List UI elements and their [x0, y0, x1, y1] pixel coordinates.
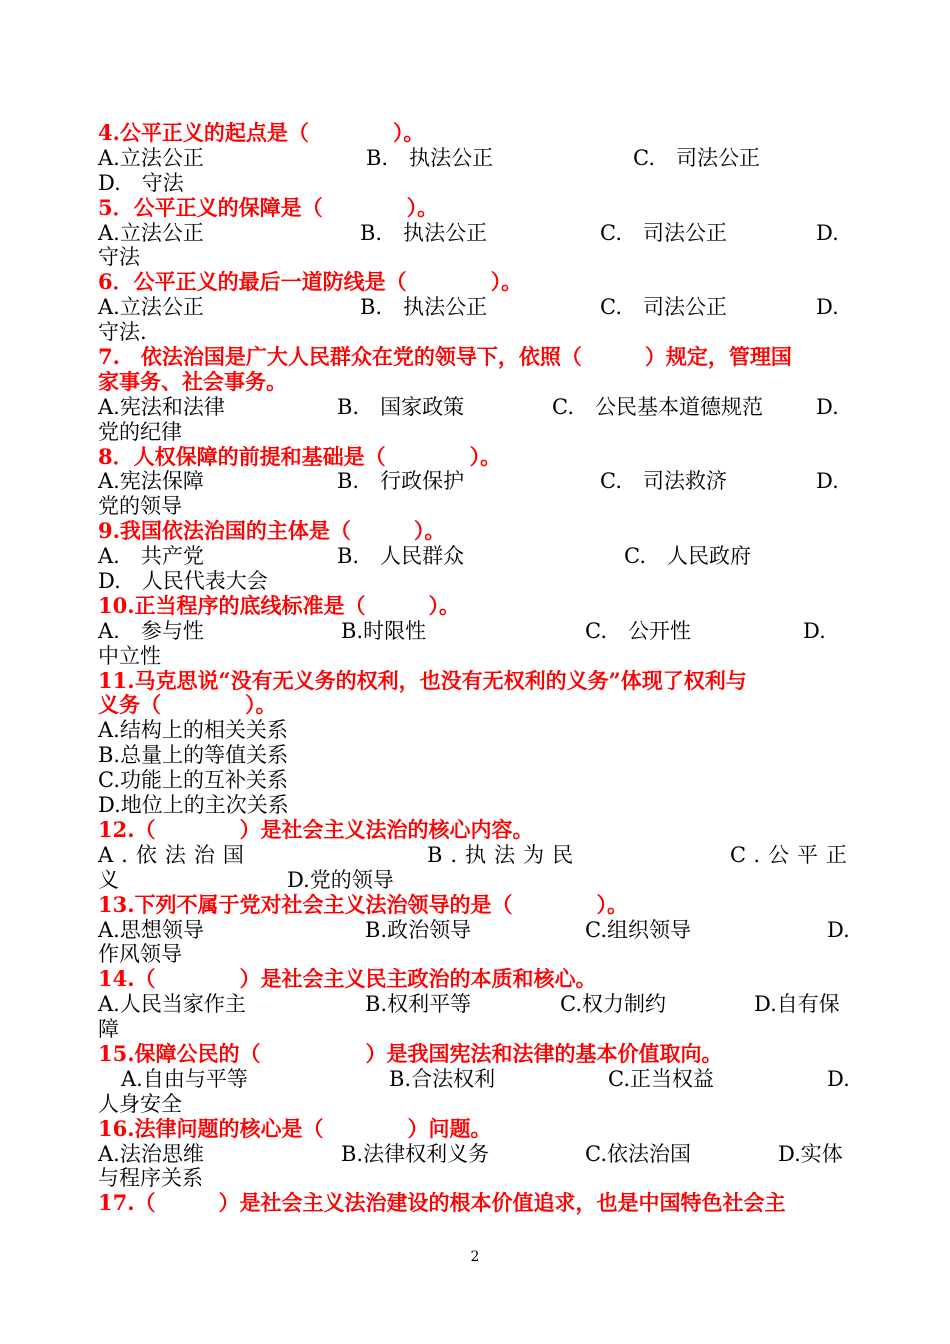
option-row [98, 868, 854, 893]
question-stem-continued: 家事务、社会事务。 [98, 368, 287, 394]
option-d: D. 人民代表大会 [98, 569, 268, 594]
page-number: 2 [470, 1249, 480, 1265]
option-a: A. 参与性 [98, 618, 204, 643]
question-stem: 6．公平正义的最后一道防线是（ ）。 [98, 269, 523, 295]
question-stem: 8．人权保障的前提和基础是（ ）。 [98, 443, 502, 469]
question-stem: 9.我国依法治国的主体是（ ）。 [98, 518, 446, 544]
option-b: B.政治领导 [365, 917, 472, 942]
option-row [98, 992, 854, 1017]
option-a: A. 共产党 [98, 544, 204, 569]
option-row [98, 1067, 854, 1092]
option-c: C. 司法救济 [600, 469, 727, 494]
option-d: D. [816, 295, 839, 320]
option-c: C.权力制约 [560, 992, 666, 1017]
option-row [98, 146, 854, 171]
question-stem: 11.马克思说“没有无义务的权利，也没有无权利的义务”体现了权利与 [98, 667, 747, 693]
option-a: A.立法公正 [98, 295, 204, 320]
option-d: D. [827, 1066, 850, 1091]
option-c: C. 司法公正 [600, 295, 727, 320]
option-c: C.正当权益 [608, 1066, 714, 1091]
option-d: D. [816, 220, 839, 245]
question-stem: 17.（ ）是社会主义法治建设的根本价值追求，也是中国特色社会主 [98, 1190, 786, 1216]
option-c: C.组织领导 [585, 917, 691, 942]
option-d-continued: 中立性 [98, 643, 161, 668]
option-row [98, 544, 854, 569]
option-d: D. [827, 917, 850, 942]
option-c: C. 人民政府 [624, 544, 751, 569]
option-d: D.实体 [778, 1141, 843, 1166]
option-a: A.宪法和法律 [98, 394, 225, 419]
question-stem: 15.保障公民的（ ）是我国宪法和法律的基本价值取向。 [98, 1040, 723, 1066]
option-d: D.党的领导 [287, 867, 394, 892]
option-d-continued: 守法. [98, 320, 147, 345]
option-b: B.法律权利义务 [341, 1141, 490, 1166]
option-a: A.立法公正 [98, 220, 204, 245]
option-b: B. 执法公正 [360, 295, 488, 320]
option-b: B. 执法公正 [366, 145, 494, 170]
question-stem-continued: 义务（ ）。 [98, 692, 277, 718]
question-stem: 5．公平正义的保障是（ ）。 [98, 194, 439, 220]
option-c: C. 司法公正 [600, 220, 727, 245]
option-a: A.自由与平等 [121, 1066, 248, 1091]
option-c: C.公平正 [730, 842, 855, 867]
option-a: A.人民当家作主 [98, 992, 246, 1017]
question-stem: 10.正当程序的底线标准是（ ）。 [98, 592, 461, 618]
option-d: D.自有保 [754, 992, 840, 1017]
option-a: A.思想领导 [98, 917, 204, 942]
option-a: A.依法治国 [98, 842, 252, 867]
option-d-continued: 与程序关系 [98, 1166, 203, 1191]
option-row [98, 918, 854, 943]
option-a: A.立法公正 [98, 145, 204, 170]
option-c: C.依法治国 [585, 1141, 691, 1166]
question-stem: 14.（ ）是社会主义民主政治的本质和核心。 [98, 966, 597, 992]
option-row [98, 619, 854, 644]
option-row [98, 1142, 854, 1167]
option-d: D. [816, 469, 839, 494]
question-stem: 16.法律问题的核心是（ ）问题。 [98, 1115, 492, 1141]
option-a: A.结构上的相关关系 [98, 718, 288, 743]
option-b: B.权利平等 [365, 992, 472, 1017]
option-b: B.时限性 [341, 618, 427, 643]
option-d: D. [803, 618, 826, 643]
option-a: A.宪法保障 [98, 469, 204, 494]
option-c: C. 公开性 [585, 618, 691, 643]
option-c-continued: 义 [98, 867, 119, 892]
question-stem: 13.下列不属于党对社会主义法治领导的是（ ）。 [98, 891, 629, 917]
option-b: B. 国家政策 [337, 394, 465, 419]
option-b: B. 执法公正 [360, 220, 488, 245]
question-stem: 7. 依法治国是广大人民群众在党的领导下，依照（ ）规定，管理国 [98, 344, 792, 370]
document-body [98, 121, 854, 1216]
option-row [98, 221, 854, 246]
question-stem: 12.（ ）是社会主义法治的核心内容。 [98, 816, 534, 842]
option-b: B.执法为民 [427, 842, 582, 867]
option-row [98, 295, 854, 320]
option-row [98, 469, 854, 494]
option-b: B. 人民群众 [337, 544, 465, 569]
option-c: C. 司法公正 [633, 145, 760, 170]
option-row [98, 395, 854, 420]
option-row [98, 843, 854, 868]
option-d: D.地位上的主次关系 [98, 793, 289, 818]
option-b: B.总量上的等值关系 [98, 743, 289, 768]
option-a: A.法治思维 [98, 1141, 204, 1166]
question-stem: 4.公平正义的起点是（ ）。 [98, 120, 425, 145]
option-b: B.合法权利 [389, 1066, 496, 1091]
option-d: D. 守法 [98, 170, 184, 195]
option-d: D. [816, 394, 839, 419]
option-d-continued: 党的纪律 [98, 419, 182, 444]
option-c: C. 公民基本道德规范 [552, 394, 763, 419]
option-b: B. 行政保护 [337, 469, 465, 494]
option-c: C.功能上的互补关系 [98, 768, 288, 793]
option-d-continued: 人身安全 [98, 1091, 182, 1116]
option-d-continued: 守法 [98, 245, 140, 270]
option-d-continued: 障 [98, 1017, 119, 1042]
option-d-continued: 党的领导 [98, 494, 182, 519]
option-d-continued: 作风领导 [98, 942, 182, 967]
